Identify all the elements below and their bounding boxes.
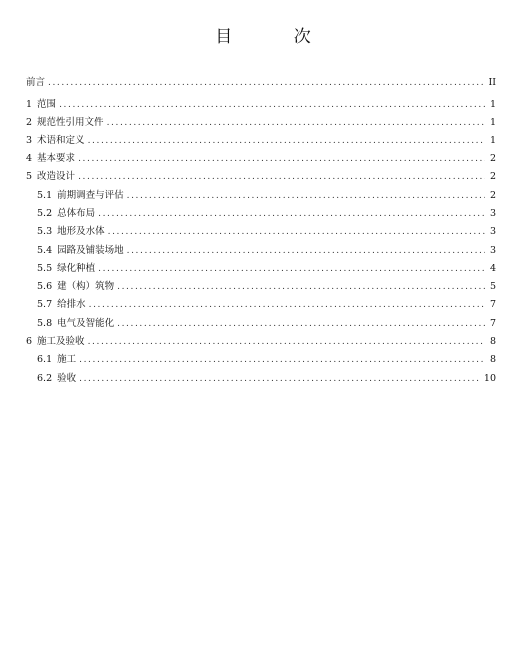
dot-leader	[117, 318, 485, 330]
toc-entry-page: 10	[483, 373, 496, 384]
toc-entry[interactable]	[26, 149, 496, 165]
dot-leader	[89, 299, 485, 311]
dot-leader	[107, 117, 485, 129]
toc-entry-number: 5.1	[37, 190, 53, 201]
dot-leader	[127, 190, 485, 202]
toc-entry-title	[26, 135, 85, 147]
toc-entry-title	[26, 117, 104, 129]
toc-entry-label: 术语和定义	[37, 135, 85, 146]
toc-entry-label: 前期调查与评估	[57, 190, 124, 201]
toc-entry-title	[37, 190, 124, 202]
dot-leader	[127, 245, 485, 257]
toc-entry-number: 5.8	[37, 318, 53, 329]
toc-entry[interactable]	[26, 131, 496, 147]
toc-entry-label: 验收	[57, 373, 77, 384]
toc-entry-page: 7	[489, 318, 496, 329]
toc-entry[interactable]	[26, 167, 496, 183]
toc-entry-title	[26, 171, 75, 183]
toc-entry-number: 5.6	[37, 281, 53, 292]
toc-entry-title	[37, 263, 95, 275]
toc-entry-label: 前言	[26, 77, 46, 88]
toc-entry-label: 建（构）筑物	[57, 281, 115, 292]
toc-entry-page: 3	[489, 245, 496, 256]
toc-entry[interactable]	[26, 222, 496, 238]
toc-entry-page: 1	[489, 135, 496, 146]
dot-leader	[79, 373, 481, 385]
toc-entry[interactable]	[26, 204, 496, 220]
toc-entry-label: 园路及铺装场地	[57, 245, 124, 256]
toc-entry-page: 3	[489, 226, 496, 237]
toc-entry-page: 3	[489, 208, 496, 219]
toc-entry-number: 5.5	[37, 263, 53, 274]
toc-entry-label: 地形及水体	[57, 226, 105, 237]
toc-entry-label: 施工及验收	[37, 336, 85, 347]
toc-entry-title	[26, 99, 56, 111]
dot-leader	[59, 99, 485, 111]
toc-entry-page: 8	[489, 354, 496, 365]
toc-entry-title	[37, 354, 76, 366]
dot-leader	[98, 208, 485, 220]
toc-entry[interactable]	[26, 95, 496, 111]
page-title: 目 次	[215, 27, 339, 47]
toc-entry-number: 2	[26, 117, 33, 128]
dot-leader	[117, 281, 485, 293]
toc-entry-title	[37, 318, 114, 330]
dot-leader	[79, 354, 485, 366]
toc-entry-number: 6	[26, 336, 33, 347]
toc-entry-number: 5.2	[37, 208, 53, 219]
toc-entry-label: 规范性引用文件	[37, 117, 104, 128]
toc-entry-title	[37, 226, 105, 238]
toc-entry-title	[37, 373, 76, 385]
toc-entry-number: 5.7	[37, 299, 53, 310]
toc-entry-number: 4	[26, 153, 33, 164]
toc-entry-title	[26, 336, 85, 348]
dot-leader	[88, 135, 485, 147]
toc-entry[interactable]	[26, 295, 496, 311]
toc-entry-label: 绿化种植	[57, 263, 96, 274]
toc-entry[interactable]	[26, 113, 496, 129]
toc-entry[interactable]	[26, 314, 496, 330]
toc-entry-title	[37, 299, 86, 311]
dot-leader	[78, 171, 485, 183]
toc-entry-label: 电气及智能化	[57, 318, 115, 329]
toc-entry-title	[37, 208, 95, 220]
toc-entry-title	[37, 281, 114, 293]
dot-leader	[88, 336, 485, 348]
dot-leader	[48, 77, 485, 89]
toc-entry-label: 改造设计	[37, 171, 76, 182]
toc-entry[interactable]	[26, 186, 496, 202]
toc-entry-page: 2	[489, 190, 496, 201]
toc-entry[interactable]	[26, 73, 496, 89]
toc-entry[interactable]	[26, 241, 496, 257]
toc-entry-title	[26, 77, 45, 89]
toc-entry-number: 6.1	[37, 354, 53, 365]
toc-entry-number: 5.3	[37, 226, 53, 237]
toc-entry-page: 4	[489, 263, 496, 274]
toc-entry-number: 1	[26, 99, 33, 110]
toc-entry-page: II	[488, 77, 496, 88]
toc-entry-page: 1	[489, 99, 496, 110]
toc-entry-title	[37, 245, 124, 257]
dot-leader	[78, 153, 485, 165]
toc-entry-label: 基本要求	[37, 153, 76, 164]
dot-leader	[108, 226, 485, 238]
toc-entry-number: 5.4	[37, 245, 53, 256]
toc-entry-page: 2	[489, 171, 496, 182]
toc-entry-page: 2	[489, 153, 496, 164]
toc-entry-label: 施工	[57, 354, 77, 365]
dot-leader	[98, 263, 485, 275]
toc-entry[interactable]	[26, 259, 496, 275]
toc-entry[interactable]	[26, 332, 496, 348]
toc-entry-label: 给排水	[57, 299, 86, 310]
toc-entry-label: 范围	[37, 99, 57, 110]
toc-entry-title	[26, 153, 75, 165]
toc-entry-number: 5	[26, 171, 33, 182]
toc-entry-page: 8	[489, 336, 496, 347]
toc-entry-page: 5	[489, 281, 496, 292]
toc-entry[interactable]	[26, 369, 496, 385]
toc-entry-label: 总体布局	[57, 208, 96, 219]
toc-entry-page: 7	[489, 299, 496, 310]
toc-entry-number: 3	[26, 135, 33, 146]
toc-entry[interactable]	[26, 277, 496, 293]
toc-entry-number: 6.2	[37, 373, 53, 384]
toc-entry[interactable]	[26, 350, 496, 366]
toc-entry-page: 1	[489, 117, 496, 128]
